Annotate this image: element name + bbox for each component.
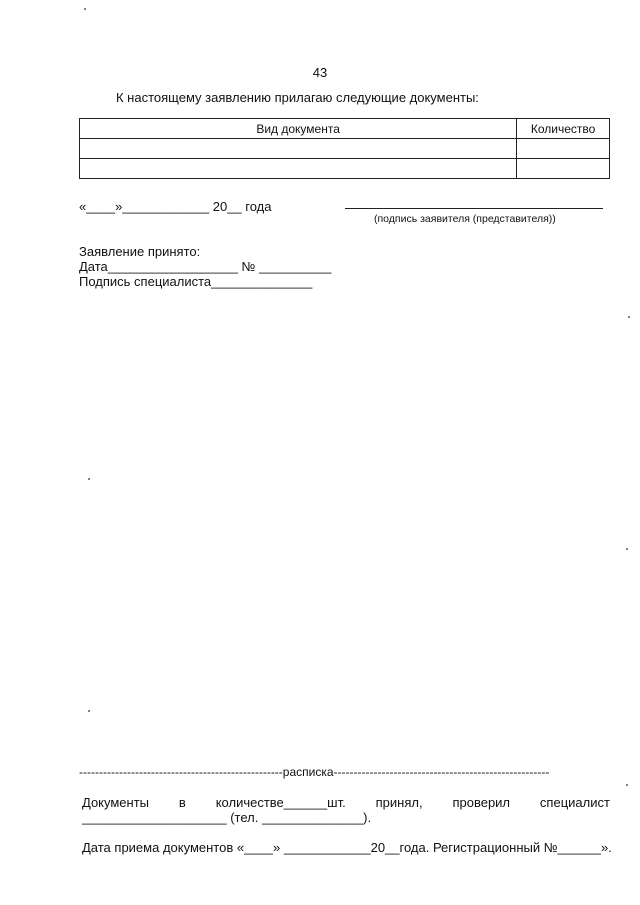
table-header-row — [80, 119, 610, 139]
signature-caption: (подпись заявителя (представителя)) — [374, 213, 556, 225]
accepted-date-line: Дата__________________ № __________ — [79, 259, 332, 274]
table-cell-document-type — [80, 139, 517, 159]
scan-speck — [628, 316, 630, 318]
scan-speck — [84, 8, 86, 10]
receipt-word: в — [178, 795, 186, 810]
scan-speck — [88, 478, 90, 480]
scan-speck — [626, 784, 628, 786]
receipt-word: Документы — [82, 795, 150, 810]
column-header-document-type: Вид документа — [80, 119, 517, 139]
scan-speck — [88, 710, 90, 712]
receipt-word: проверил — [452, 795, 511, 810]
receipt-row-documents — [82, 795, 610, 810]
page-number: 43 — [312, 65, 328, 80]
table-row — [80, 139, 610, 159]
table-cell-quantity — [517, 139, 610, 159]
table-cell-document-type — [80, 159, 517, 179]
accepted-title: Заявление принято: — [79, 244, 201, 259]
attachments-intro: К настоящему заявлению прилагаю следующие документы: — [116, 90, 479, 105]
table-cell-quantity — [517, 159, 610, 179]
column-header-quantity: Количество — [517, 119, 610, 139]
receipt-word: принял, — [375, 795, 423, 810]
receipt-word: количестве______шт. — [215, 795, 346, 810]
signature-line — [345, 208, 603, 209]
receipt-date-registration-line: Дата приема документов «____» ____________20__года. Регистрационный №______». — [82, 840, 612, 855]
table-row — [80, 159, 610, 179]
receipt-phone-line: ____________________ (тел. ______________). — [82, 810, 372, 825]
receipt-word: специалист — [539, 795, 610, 810]
scan-speck — [626, 548, 628, 550]
specialist-signature-line: Подпись специалиста______________ — [79, 274, 313, 289]
receipt-separator: ---------------------------------------------------расписка------------------------------------------------------ — [79, 765, 550, 779]
application-date-line: «____»____________ 20__ года — [79, 199, 272, 214]
attachments-table — [79, 118, 610, 179]
